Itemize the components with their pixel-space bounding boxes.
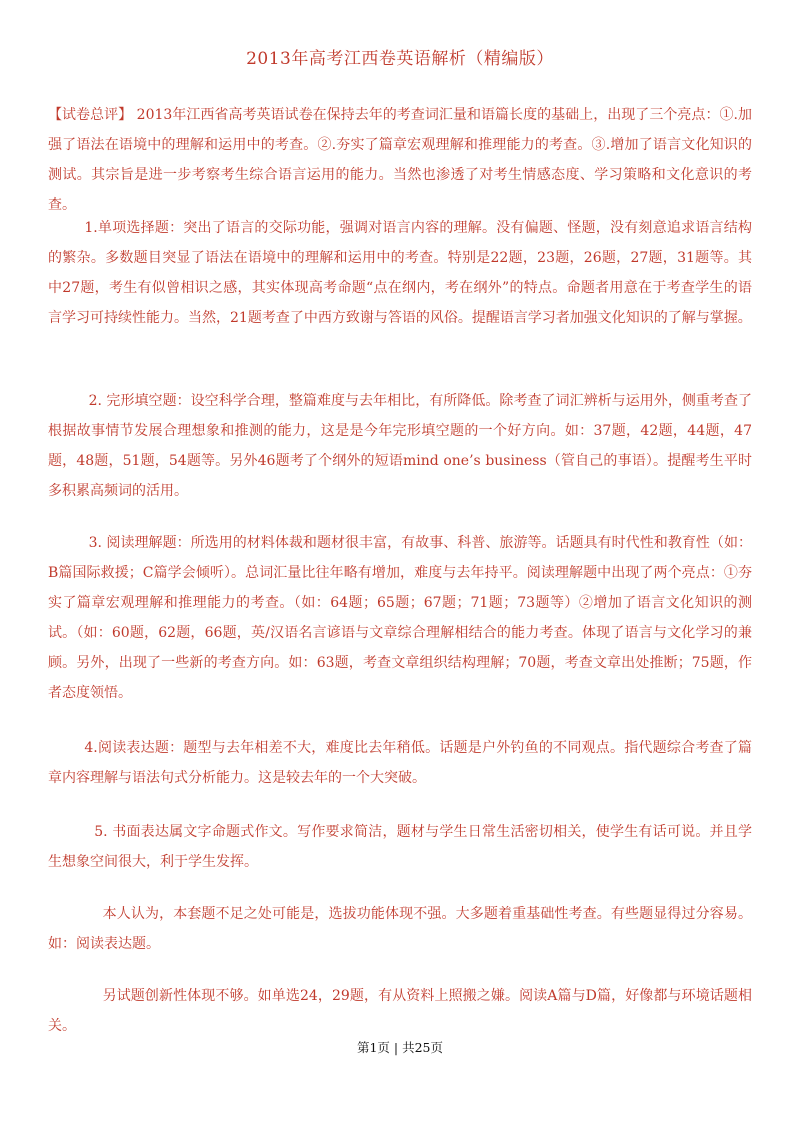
- single-choice-paragraph: 1.单项选择题：突出了语言的交际功能，强调对语言内容的理解。没有偏题、怪题，没有刻意追求语言结构的繁杂。多数题目突显了语法在语境中的理解和运用中的考查。特别是22题，23题，26题，27题，31题等。其中27题，考生有似曾相识之感，其实体现高考命题“点在纲内，考在纲外”的特点。命题者用意在于考查学生的语言学习可持续性能力。当然，21题考查了中西方致谢与答语的风俗。提醒语言学习者加强文化知识的了解与掌握。: [48, 220, 752, 326]
- cloze-paragraph: 2. 完形填空题：设空科学合理，整篇难度与去年相比，有所降低。除考查了词汇辨析与运用外，侧重考查了根据故事情节发展合理想象和推测的能力，这是是今年完形填空题的一个好方向。如：37题，42题，44题，47题，48题，51题，54题等。另外46题考了个纲外的短语mind one’s business（管自己的事语）。提醒考生平时多积累高频词的活用。: [48, 393, 752, 499]
- page-footer: 第1页 | 共25页: [356, 1040, 444, 1055]
- document-title: 2013年高考江西卷英语解析（精编版）: [246, 49, 554, 69]
- summary-paragraph: 【试卷总评】 2013年江西省高考英语试卷在保持去年的考查词汇量和语篇长度的基础上，出现了三个亮点：①.加强了语法在语境中的理解和运用中的考查。②.夯实了篇章宏观理解和推理能力的考查。③.增加了语言文化知识的测试。其宗旨是进一步考察考生综合语言运用的能力。当然也渗透了对考生情感态度、学习策略和文化意识的考查。: [48, 107, 752, 213]
- document-page: [48, 0, 752, 1122]
- writing-paragraph: 5. 书面表达属文字命题式作文。写作要求简洁，题材与学生日常生活密切相关，使学生有话可说。并且学生想象空间很大，利于学生发挥。: [48, 824, 752, 870]
- opinion-paragraph-2: 另试题创新性体现不够。如单选24，29题，有从资料上照搬之嫌。阅读A篇与D篇，好像都与环境话题相关。: [48, 988, 752, 1034]
- reading-paragraph: 3. 阅读理解题：所选用的材料体裁和题材很丰富，有故事、科普、旅游等。话题具有时代性和教育性（如：B篇国际救援；C篇学会倾听）。总词汇量比往年略有增加，难度与去年持平。阅读理解题中出现了两个亮点：①夯实了篇章宏观理解和推理能力的考查。（如：64题；65题；67题；71题；73题等）②增加了语言文化知识的测试。（如：60题，62题，66题，英/汉语名言谚语与文章综合理解相结合的能力考查。体现了语言与文化学习的兼顾。另外，出现了一些新的考查方向。如：63题，考查文章组织结构理解；70题，考查文章出处推断；75题，作者态度领悟。: [48, 535, 752, 701]
- reading-expression-paragraph: 4.阅读表达题：题型与去年相差不大，难度比去年稍低。话题是户外钓鱼的不同观点。指代题综合考查了篇章内容理解与语法句式分析能力。这是较去年的一个大突破。: [48, 740, 752, 786]
- opinion-paragraph-1: 本人认为，本套题不足之处可能是，选拔功能体现不强。大多题着重基础性考查。有些题显得过分容易。如：阅读表达题。: [48, 906, 752, 952]
